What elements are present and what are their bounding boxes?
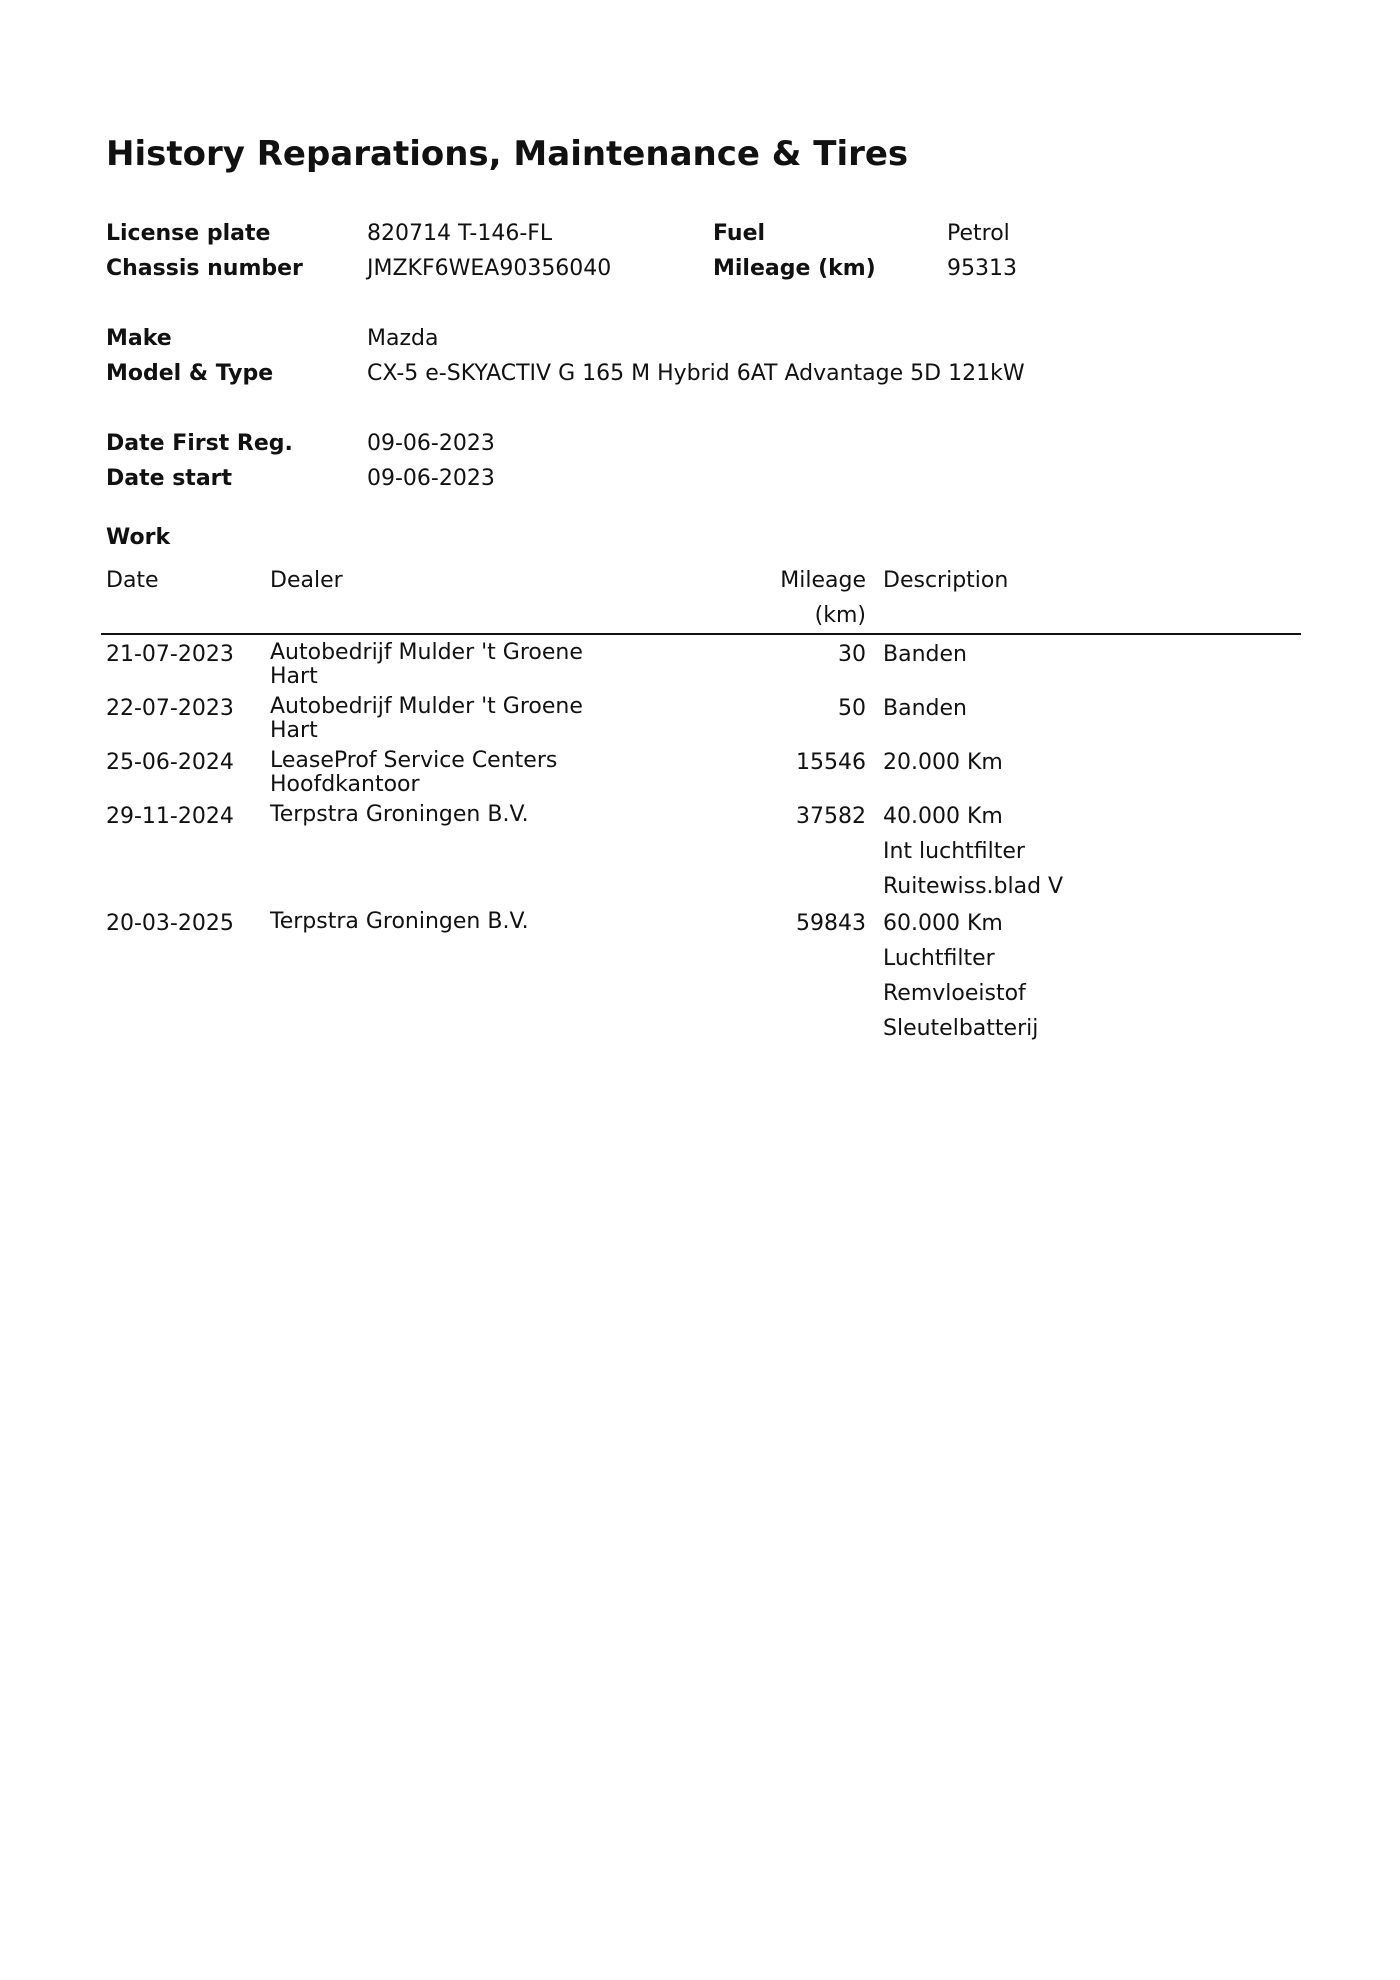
license-plate-label: License plate <box>106 221 271 246</box>
row-dealer <box>265 634 721 689</box>
row-description <box>878 743 1301 797</box>
mileage-value: 95313 <box>947 256 1017 281</box>
row-dealer <box>265 743 721 797</box>
document-title: History Reparations, Maintenance & Tires <box>106 134 909 174</box>
row-date <box>101 689 265 743</box>
row-date <box>101 904 265 1046</box>
info-row-model <box>106 356 1206 391</box>
description-line: Banden <box>883 642 967 667</box>
work-heading: Work <box>106 525 171 550</box>
description-line: Remvloeistof <box>883 981 1026 1006</box>
make-label: Make <box>106 326 172 351</box>
info-row-make <box>106 321 1206 356</box>
fuel-value: Petrol <box>947 221 1010 246</box>
info-row-plate-fuel <box>106 216 1206 251</box>
row-dealer-text: LeaseProf Service Centers Hoofdkantoor <box>270 748 558 797</box>
column-header-dealer: Dealer <box>265 563 721 634</box>
description-line: 60.000 Km <box>883 911 1003 936</box>
make-value: Mazda <box>367 326 439 351</box>
first-reg-label: Date First Reg. <box>106 431 293 456</box>
start-label: Date start <box>106 466 233 491</box>
description-line: Int luchtfilter <box>883 839 1025 864</box>
fuel-label: Fuel <box>713 221 766 246</box>
row-description <box>878 689 1301 743</box>
row-dealer <box>265 797 721 904</box>
first-reg-value: 09-06-2023 <box>367 431 495 456</box>
row-description <box>878 904 1301 1046</box>
row-mileage <box>721 797 878 904</box>
row-mileage <box>721 904 878 1046</box>
table-row <box>101 634 1301 689</box>
column-header-date: Date <box>101 563 265 634</box>
row-description <box>878 634 1301 689</box>
row-date-text: 21-07-2023 <box>106 642 234 667</box>
model-label: Model & Type <box>106 361 274 386</box>
row-mileage <box>721 689 878 743</box>
info-row-first-reg <box>106 426 1206 461</box>
license-plate-value: 820714 T-146-FL <box>367 221 553 246</box>
row-mileage-text: 15546 <box>796 750 866 775</box>
row-date-text: 25-06-2024 <box>106 750 234 775</box>
model-value: CX-5 e-SKYACTIV G 165 M Hybrid 6AT Advantage 5D 121kW <box>367 361 1025 386</box>
row-date <box>101 743 265 797</box>
row-date-text: 22-07-2023 <box>106 696 234 721</box>
row-mileage <box>721 743 878 797</box>
row-dealer-text: Terpstra Groningen B.V. <box>270 909 529 934</box>
row-mileage-text: 50 <box>838 696 866 721</box>
work-table-body <box>101 634 1301 1046</box>
column-header-mileage: Mileage (km) <box>721 563 878 634</box>
row-mileage-text: 59843 <box>796 911 866 936</box>
description-line: Luchtfilter <box>883 946 995 971</box>
row-date <box>101 797 265 904</box>
row-dealer-text: Autobedrijf Mulder 't Groene Hart <box>270 694 583 743</box>
start-value: 09-06-2023 <box>367 466 495 491</box>
row-date-text: 20-03-2025 <box>106 911 234 936</box>
column-header-description: Description <box>878 563 1301 634</box>
mileage-label: Mileage (km) <box>713 256 876 281</box>
row-dealer <box>265 689 721 743</box>
chassis-label: Chassis number <box>106 256 303 281</box>
row-dealer <box>265 904 721 1046</box>
row-mileage-text: 37582 <box>796 804 866 829</box>
description-line: Banden <box>883 696 967 721</box>
table-row <box>101 743 1301 797</box>
work-table <box>101 563 1301 1046</box>
row-mileage-text: 30 <box>838 642 866 667</box>
info-row-start <box>106 461 1206 496</box>
row-dealer-text: Terpstra Groningen B.V. <box>270 802 529 827</box>
description-line: Ruitewiss.blad V <box>883 874 1064 899</box>
table-row <box>101 797 1301 904</box>
chassis-value: JMZKF6WEA90356040 <box>367 256 612 281</box>
table-row <box>101 904 1301 1046</box>
row-date-text: 29-11-2024 <box>106 804 234 829</box>
description-line: 40.000 Km <box>883 804 1003 829</box>
row-mileage <box>721 634 878 689</box>
row-dealer-text: Autobedrijf Mulder 't Groene Hart <box>270 640 583 689</box>
row-description <box>878 797 1301 904</box>
description-line: Sleutelbatterij <box>883 1016 1039 1041</box>
description-line: 20.000 Km <box>883 750 1003 775</box>
work-table-header <box>101 563 1301 634</box>
info-row-chassis-mileage <box>106 251 1206 286</box>
table-row <box>101 689 1301 743</box>
row-date <box>101 634 265 689</box>
vehicle-info <box>106 216 1206 496</box>
